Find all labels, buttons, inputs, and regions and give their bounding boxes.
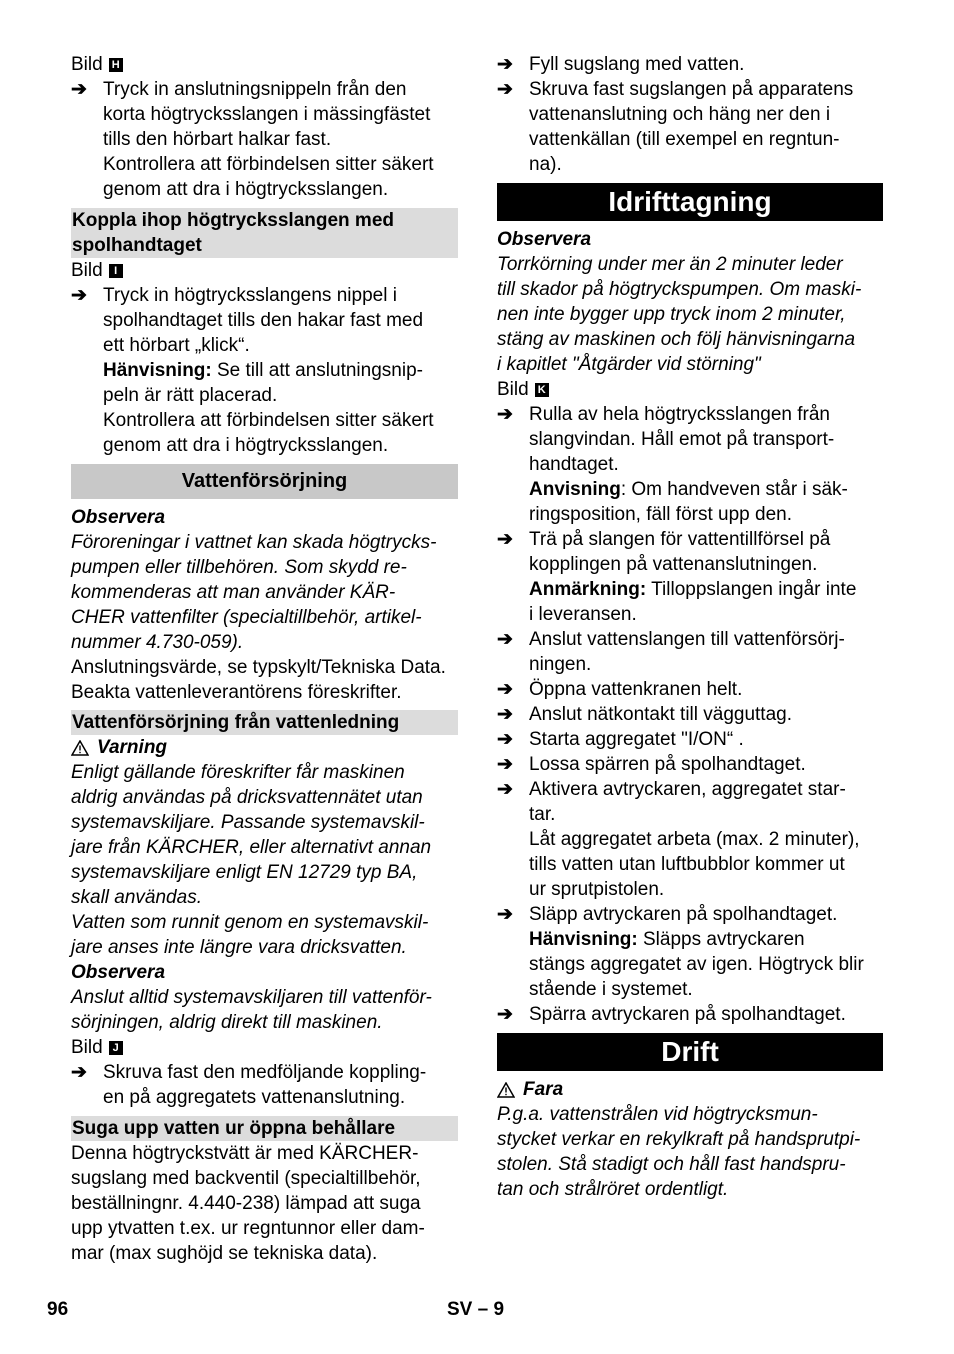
instruction-step: [497, 527, 883, 627]
instruction-step: [497, 677, 883, 702]
note-text: : Om handveven står i säk-: [620, 479, 848, 500]
text-line: tills den hörbart halkar fast.: [103, 129, 332, 150]
instruction-step: [497, 402, 883, 527]
figure-letter-icon: K: [535, 383, 549, 397]
instruction-step: [71, 283, 458, 458]
text-line: spolhandtaget tills den hakar fast med: [103, 310, 424, 331]
text-line: en på aggregatets vattenanslutning.: [103, 1087, 406, 1108]
instruction-step: [497, 627, 883, 677]
arrow-right-icon: ➔: [497, 704, 513, 725]
notice-title: Observera: [71, 962, 166, 983]
warning-title-row: [71, 735, 458, 760]
danger-body: [497, 1102, 883, 1202]
arrow-right-icon: ➔: [71, 1062, 87, 1083]
text-line: spolhandtaget: [72, 235, 202, 256]
text-line: Skruva fast den medföljande koppling-: [103, 1062, 427, 1083]
section-heading-vattenforsorjning: Vattenförsörjning: [71, 464, 458, 499]
text-line: systemavskiljare. Passande systemavskil-: [71, 812, 425, 833]
text-line: Vattenförsörjning från vattenledning: [72, 712, 400, 733]
note-label: Hänvisning:: [103, 360, 212, 381]
instruction-step: [497, 52, 883, 77]
instruction-step: [497, 902, 883, 1002]
text-line: Anslut alltid systemavskiljaren till vattenför-: [71, 987, 432, 1008]
text-line: ringsposition, fäll först upp den.: [529, 504, 792, 525]
figure-letter-icon: J: [109, 1041, 123, 1055]
arrow-right-icon: ➔: [71, 285, 87, 306]
danger-title: Fara: [523, 1079, 564, 1100]
arrow-right-icon: ➔: [497, 529, 513, 550]
text-line: Kontrollera att förbindelsen sitter säkert: [103, 154, 434, 175]
page-number: 96: [47, 1299, 69, 1320]
text-line: P.g.a. vattenstrålen vid högtrycksmun-: [497, 1104, 818, 1125]
text-line: genom att dra i högtrycksslangen.: [103, 435, 389, 456]
text-line: Beakta vattenleverantörens föreskrifter.: [71, 682, 402, 703]
note-line: [529, 577, 883, 602]
text-line: tills vatten utan luftbubblor kommer ut: [529, 854, 845, 875]
arrow-right-icon: ➔: [497, 729, 513, 750]
subheading-suga: [71, 1116, 458, 1141]
text-line: jare anses inte längre vara dricksvatten.: [71, 937, 407, 958]
danger-title-row: [497, 1077, 883, 1102]
notice-title: Observera: [497, 229, 592, 250]
text-line: nummer 4.730-059).: [71, 632, 244, 653]
right-column: [497, 52, 883, 1202]
text-line: vattenkällan (till exempel en regntun-: [529, 129, 840, 150]
language-page-label: SV – 9: [447, 1299, 505, 1320]
text-line: Enligt gällande föreskrifter får maskinen: [71, 762, 405, 783]
text-line: stycket verkar en rekylkraft på handsprutpi-: [497, 1129, 861, 1150]
instruction-step: [71, 1060, 458, 1110]
arrow-right-icon: ➔: [497, 779, 513, 800]
text-line: skall användas.: [71, 887, 202, 908]
figure-ref-k: [497, 377, 883, 402]
text-line: slangvindan. Håll emot på transport-: [529, 429, 835, 450]
text-line: Rulla av hela högtrycksslangen från: [529, 404, 831, 425]
text-line: stående i systemet.: [529, 979, 693, 1000]
text-line: tar.: [529, 804, 556, 825]
note-line: [103, 358, 458, 383]
instruction-step: [497, 752, 883, 777]
note-label: Hänvisning:: [529, 929, 638, 950]
subheading-koppla: [71, 208, 458, 258]
text-line: na).: [529, 154, 562, 175]
text-line: peln är rätt placerad.: [103, 385, 278, 406]
text-line: Anslut nätkontakt till vägguttag.: [529, 704, 792, 725]
instruction-step: [497, 1002, 883, 1027]
text-line: ningen.: [529, 654, 592, 675]
arrow-right-icon: ➔: [71, 79, 87, 100]
text-line: kommenderas att man använder KÄR-: [71, 582, 396, 603]
text-line: Anslut vattenslangen till vattenförsörj-: [529, 629, 845, 650]
text-line: mar (max sughöjd se tekniska data).: [71, 1243, 378, 1264]
arrow-right-icon: ➔: [497, 904, 513, 925]
text-line: Starta aggregatet "I/ON“ .: [529, 729, 744, 750]
text-line: stolen. Stå stadigt och håll fast handspru-: [497, 1154, 846, 1175]
text-line: ett hörbart „klick“.: [103, 335, 250, 356]
text-line: aldrig användas på dricksvattennätet utan: [71, 787, 423, 808]
text-line: stängs aggregatet av igen. Högtryck blir: [529, 954, 864, 975]
left-column: [71, 52, 458, 1266]
warning-triangle-icon: [497, 1082, 515, 1098]
subheading-vattenledning: [71, 710, 458, 735]
text-line: upp ytvatten t.ex. ur regntunnor eller dam-: [71, 1218, 425, 1239]
text-line: Spärra avtryckaren på spolhandtaget.: [529, 1004, 846, 1025]
section-bar-idrifttagning: Idrifttagning: [497, 183, 883, 221]
text-line: Denna högtryckstvätt är med KÄRCHER-: [71, 1143, 419, 1164]
arrow-right-icon: ➔: [497, 754, 513, 775]
arrow-right-icon: ➔: [497, 629, 513, 650]
text-line: Torrkörning under mer än 2 minuter leder: [497, 254, 843, 275]
notice-body: [71, 530, 458, 655]
figure-letter-icon: I: [109, 264, 123, 278]
note-line: [529, 477, 883, 502]
text-line: i kapitlet "Åtgärder vid störning": [497, 354, 761, 375]
instruction-step: [497, 77, 883, 177]
instruction-step: [497, 702, 883, 727]
note-text: Tilloppslangen ingår inte: [646, 579, 857, 600]
warning-triangle-icon: [71, 740, 89, 756]
text-line: vattenanslutning och häng ner den i: [529, 104, 831, 125]
note-line: [529, 927, 883, 952]
text-line: CHER vattenfilter (specialtillbehör, artikel-: [71, 607, 422, 628]
text-line: jare från KÄRCHER, eller alternativt annan: [71, 837, 432, 858]
text-line: Lossa spärren på spolhandtaget.: [529, 754, 806, 775]
figure-ref-i: [71, 258, 458, 283]
text-line: nen inte bygger upp tryck inom 2 minuter,: [497, 304, 846, 325]
text-line: Kontrollera att förbindelsen sitter säkert: [103, 410, 434, 431]
text-line: Tryck in anslutningsnippeln från den: [103, 79, 407, 100]
instruction-step: [497, 777, 883, 902]
note-text: Se till att anslutningsnip-: [211, 360, 423, 381]
text-line: Fyll sugslang med vatten.: [529, 54, 745, 75]
text-line: Släpp avtryckaren på spolhandtaget.: [529, 904, 838, 925]
text-line: stäng av maskinen och följ hänvisningarna: [497, 329, 856, 350]
text-line: Trä på slangen för vattentillförsel på: [529, 529, 831, 550]
text-line: sugslang med backventil (specialtillbehör,: [71, 1168, 421, 1189]
text-line: beställningnr. 4.440-238) lämpad att suga: [71, 1193, 421, 1214]
figure-label: Bild: [71, 54, 103, 75]
figure-ref-h: [71, 52, 458, 77]
text-line: Suga upp vatten ur öppna behållare: [72, 1118, 396, 1139]
arrow-right-icon: ➔: [497, 679, 513, 700]
text-line: genom att dra i högtrycksslangen.: [103, 179, 389, 200]
arrow-right-icon: ➔: [497, 1004, 513, 1025]
text-line: Föroreningar i vattnet kan skada högtrycks-: [71, 532, 437, 553]
notice-title: Observera: [71, 507, 166, 528]
figure-letter-icon: H: [109, 58, 123, 72]
instruction-step: [497, 727, 883, 752]
warning-title: Varning: [97, 737, 168, 758]
note-text: Släpps avtryckaren: [637, 929, 805, 950]
instruction-step: [71, 77, 458, 202]
text-line: pumpen eller tillbehören. Som skydd re-: [71, 557, 407, 578]
text-line: tan och strålröret ordentligt.: [497, 1179, 729, 1200]
text-line: sörjningen, aldrig direkt till maskinen.: [71, 1012, 383, 1033]
text-line: korta högtrycksslangen i mässingfästet: [103, 104, 431, 125]
arrow-right-icon: ➔: [497, 79, 513, 100]
text-line: handtaget.: [529, 454, 619, 475]
note-label: Anmärkning:: [529, 579, 647, 600]
text-line: Skruva fast sugslangen på apparatens: [529, 79, 854, 100]
text-line: i leveransen.: [529, 604, 637, 625]
text-line: Tryck in högtrycksslangens nippel i: [103, 285, 397, 306]
warning-body: [71, 760, 458, 960]
notice-body: [71, 985, 458, 1035]
text-line: Aktivera avtryckaren, aggregatet star-: [529, 779, 846, 800]
notice-body: [497, 252, 883, 377]
text-line: Låt aggregatet arbeta (max. 2 minuter),: [529, 829, 860, 850]
text-line: Anslutningsvärde, se typskylt/Tekniska Data.: [71, 657, 446, 678]
text-line: Öppna vattenkranen helt.: [529, 679, 743, 700]
section-bar-drift: Drift: [497, 1033, 883, 1071]
text-line: Koppla ihop högtrycksslangen med: [72, 210, 394, 231]
arrow-right-icon: ➔: [497, 54, 513, 75]
figure-label: Bild: [71, 260, 103, 281]
text-line: till skador på högtryckspumpen. Om maski-: [497, 279, 862, 300]
note-label: Anvisning: [529, 479, 621, 500]
figure-ref-j: [71, 1035, 458, 1060]
text-line: kopplingen på vattenanslutningen.: [529, 554, 818, 575]
text-line: Vatten som runnit genom en systemavskil-: [71, 912, 429, 933]
text-line: systemavskiljare enligt EN 12729 typ BA,: [71, 862, 418, 883]
figure-label: Bild: [497, 379, 529, 400]
text-line: ur sprutpistolen.: [529, 879, 665, 900]
figure-label: Bild: [71, 1037, 103, 1058]
arrow-right-icon: ➔: [497, 404, 513, 425]
